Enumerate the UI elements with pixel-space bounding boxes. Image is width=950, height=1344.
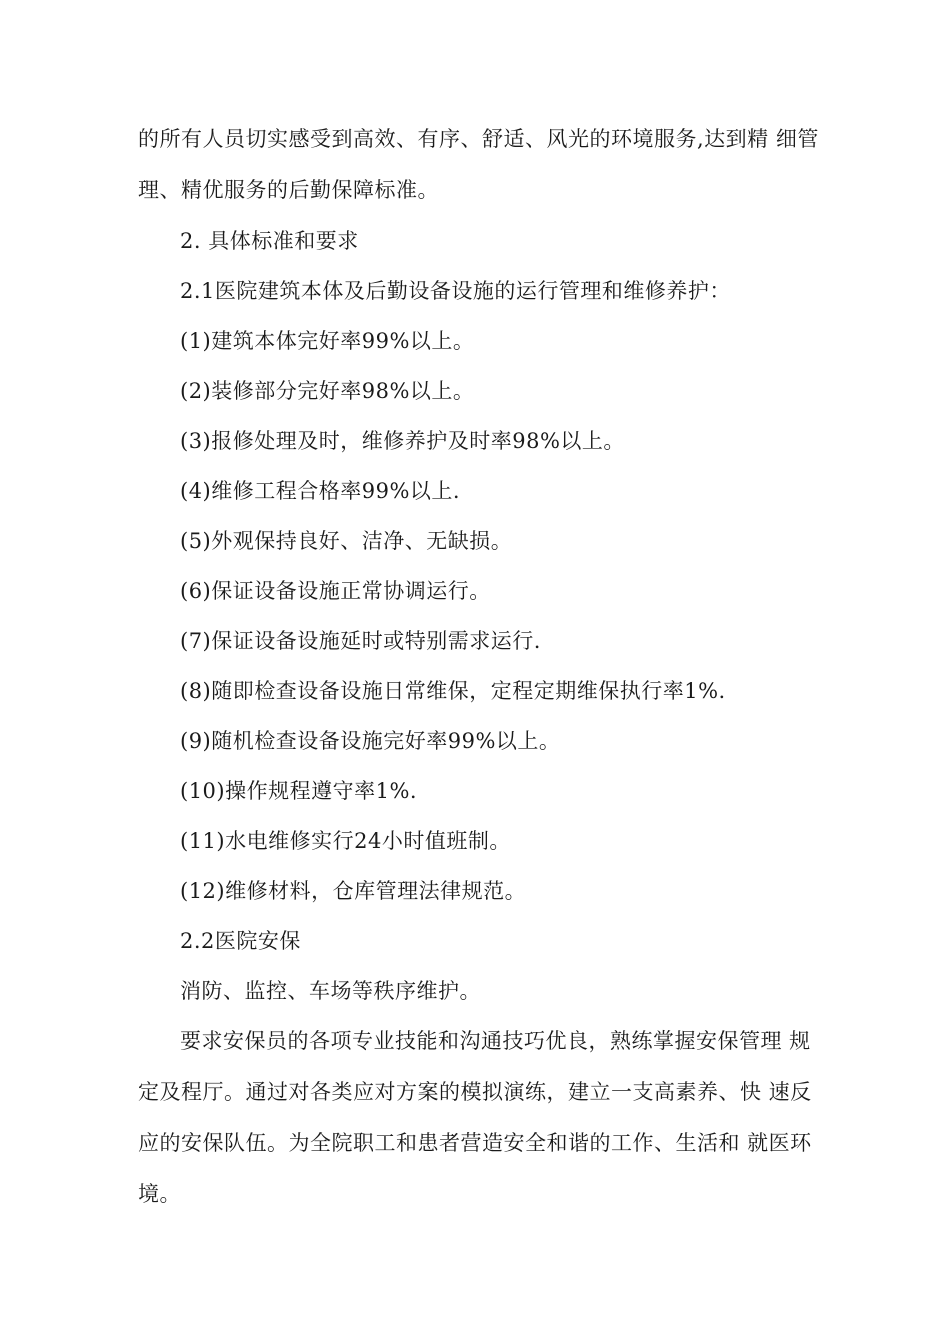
paragraph-line: 消防、监控、车场等秩序维护。 — [180, 979, 481, 1003]
paragraph-line: 应的安保队伍。为全院职工和患者营造安全和谐的工作、生活和 就医环 — [138, 1131, 812, 1155]
list-item: (10)操作规程遵守率1%. — [180, 779, 418, 803]
list-item: (5)外观保持良好、洁净、无缺损。 — [180, 529, 513, 553]
list-item: (11)水电维修实行24小时值班制。 — [180, 829, 511, 853]
list-item: (2)装修部分完好率98%以上。 — [180, 379, 475, 403]
section-heading: 2. 具体标准和要求 — [180, 229, 359, 253]
paragraph-line: 境。 — [138, 1182, 181, 1206]
list-item: (12)维修材料，仓库管理法律规范。 — [180, 879, 527, 903]
subsection-heading: 2.1医院建筑本体及后勤设备设施的运行管理和维修养护： — [180, 279, 731, 303]
paragraph-line: 的所有人员切实感受到高效、有序、舒适、风光的环境服务,达到精 细管 — [138, 127, 819, 151]
list-item: (6)保证设备设施正常协调运行。 — [180, 579, 491, 603]
paragraph-line: 要求安保员的各项专业技能和沟通技巧优良，熟练掌握安保管理 规 — [180, 1029, 811, 1053]
list-item: (1)建筑本体完好率99%以上。 — [180, 329, 475, 353]
subsection-heading: 2.2医院安保 — [180, 929, 301, 953]
paragraph-line: 定及程厅。通过对各类应对方案的模拟演练，建立一支高素养、快 速反 — [138, 1080, 812, 1104]
paragraph-line: 理、精优服务的后勤保障标准。 — [138, 178, 439, 202]
list-item: (8)随即检查设备设施日常维保，定程定期维保执行率1%. — [180, 679, 726, 703]
list-item: (4)维修工程合格率99%以上. — [180, 479, 461, 503]
list-item: (7)保证设备设施延时或特别需求运行. — [180, 629, 541, 653]
list-item: (9)随机检查设备设施完好率99%以上。 — [180, 729, 561, 753]
list-item: (3)报修处理及时，维修养护及时率98%以上。 — [180, 429, 625, 453]
